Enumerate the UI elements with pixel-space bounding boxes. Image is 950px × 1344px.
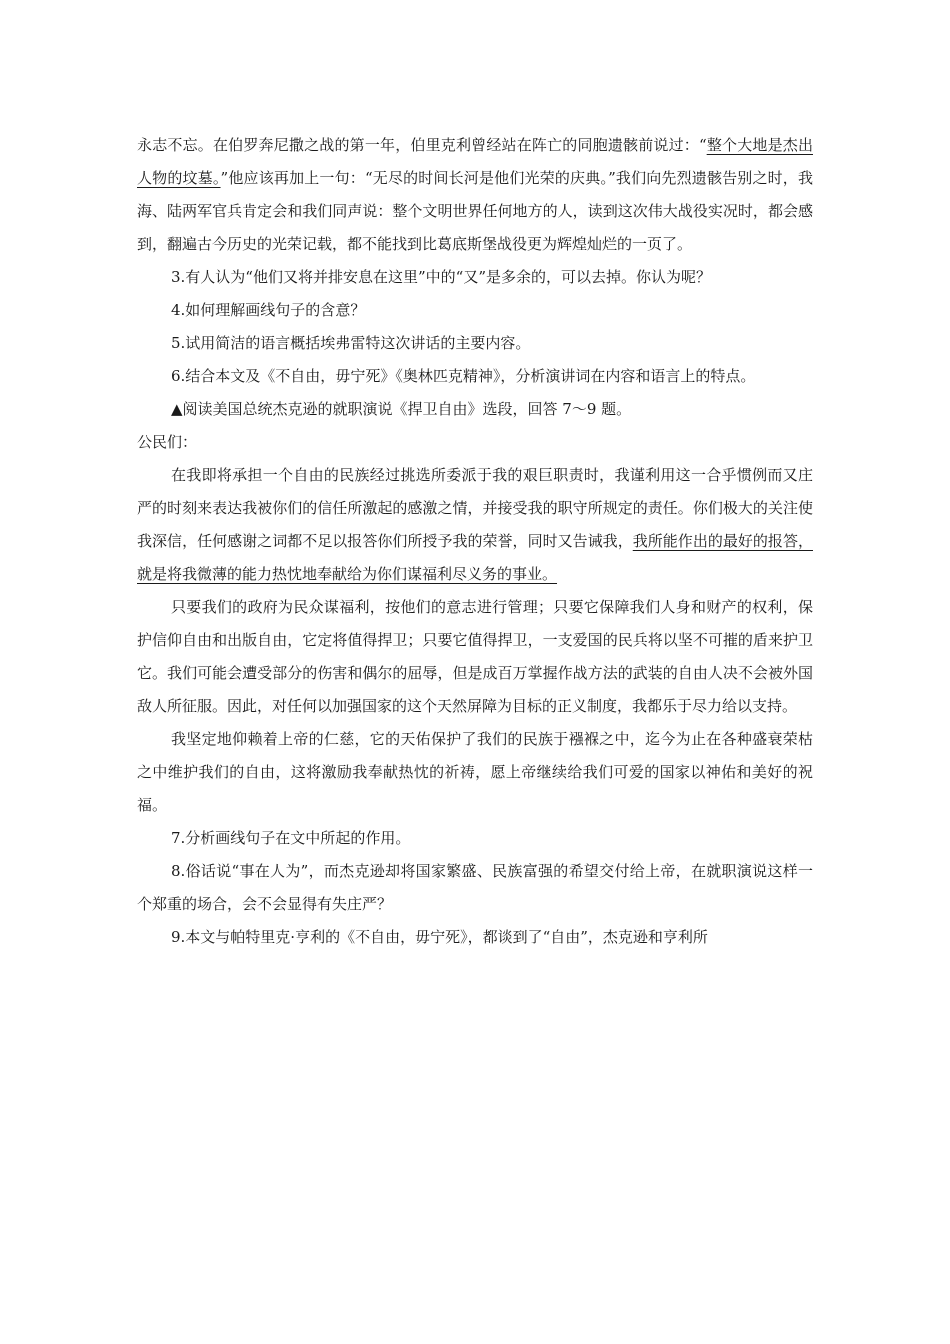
passage1-text-a: 永志不忘。在伯罗奔尼撒之战的第一年，伯里克利曾经站在阵亡的同胞遗骸前说过：“	[137, 136, 707, 154]
question-3: 3.有人认为“他们又将并排安息在这里”中的“又”是多余的，可以去掉。你认为呢？	[171, 268, 711, 286]
passage2-text-a: 在我即将承担一个自由的民族经过挑选所委派于我的艰巨职责时，我谨利用这一合乎惯例而又庄严的时刻来表达我被你们的信任所激起的感激之情，并接受我的职守所规定的责任。你们极大的关注使我深信，任何感谢之词都不足以报答你们所授予我的荣誉，同时又告诫我，	[137, 466, 813, 550]
passage1-paragraph	[137, 129, 813, 261]
passage2-underlined-sentence: 我所能作出的最好的报答，就是将我微薄的能力热忱地奉献给为你们谋福利尽义务的事业。	[137, 532, 813, 583]
question-5: 5.试用简洁的语言概括埃弗雷特这次讲话的主要内容。	[171, 334, 531, 352]
question-9: 9.本文与帕特里克·亨利的《不自由，毋宁死》，都谈到了“自由”，杰克逊和亨利所	[171, 928, 708, 946]
passage2-paragraph-2: 只要我们的政府为民众谋福利，按他们的意志进行管理；只要它保障我们人身和财产的权利，保护信仰自由和出版自由，它定将值得捍卫；只要它值得捍卫，一支爱国的民兵将以坚不可摧的盾来护卫它。我们可能会遭受部分的伤害和偶尔的屈辱，但是成百万掌握作战方法的武装的自由人决不会被外国敌人所征服。因此，对任何以加强国家的这个天然屏障为目标的正义制度，我都乐于尽力给以支持。	[137, 598, 813, 715]
reading-instruction: ▲阅读美国总统杰克逊的就职演说《捍卫自由》选段，回答 7～9 题。	[171, 400, 632, 418]
question-7: 7.分析画线句子在文中所起的作用。	[171, 829, 411, 847]
question-4: 4.如何理解画线句子的含意？	[171, 301, 366, 319]
passage1-underlined-sentence: 整个大地是杰出人物的坟墓。	[137, 136, 813, 187]
question-6: 6.结合本文及《不自由，毋宁死》《奥林匹克精神》，分析演讲词在内容和语言上的特点。	[171, 367, 756, 385]
question-8: 8.俗话说“事在人为”，而杰克逊却将国家繁盛、民族富强的希望交付给上帝，在就职演说这样一个郑重的场合，会不会显得有失庄严？	[137, 862, 813, 913]
passage2-paragraph-3: 我坚定地仰赖着上帝的仁慈，它的天佑保护了我们的民族于襁褓之中，迄今为止在各种盛衰荣枯之中维护我们的自由，这将激励我奉献热忱的祈祷，愿上帝继续给我们可爱的国家以神佑和美好的祝福。	[137, 730, 813, 814]
passage1-text-b: ”他应该再加上一句：“无尽的时间长河是他们光荣的庆典。”我们向先烈遗骸告别之时，我海、陆两军官兵肯定会和我们同声说：整个文明世界任何地方的人，读到这次伟大战役实况时，都会感到，翻遍古今历史的光荣记载，都不能找到比葛底斯堡战役更为辉煌灿烂的一页了。	[137, 169, 813, 253]
passage2-paragraph-1	[137, 459, 813, 591]
speech-salutation: 公民们：	[137, 433, 198, 451]
document-page	[137, 129, 813, 954]
